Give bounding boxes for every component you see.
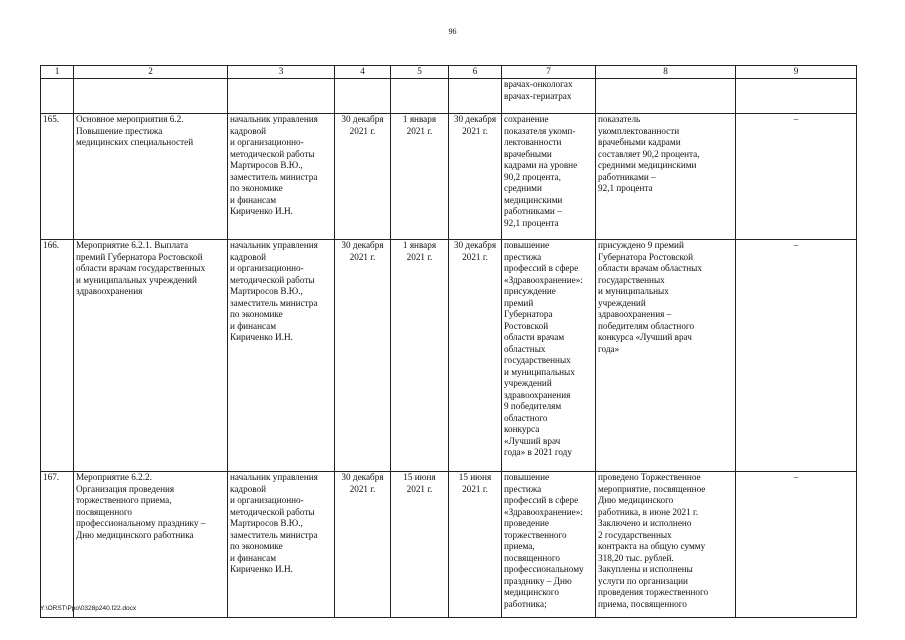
deadline: 30 декабря 2021 г. xyxy=(335,240,391,472)
table-row xyxy=(41,240,857,472)
header-cell: 7 xyxy=(502,66,596,79)
table-row xyxy=(41,114,857,240)
start-date: 15 июня 2021 г. xyxy=(391,472,449,618)
end-date: 30 декабря 2021 г. xyxy=(449,240,502,472)
row-number: 166. xyxy=(41,240,74,472)
expected-result: повышение престижа профессий в сфере «Здравоохранение»: проведение торжественного приема, посвященного профессиональному празднику – Дню медицинского работника; xyxy=(502,472,596,618)
deadline: 30 декабря 2021 г. xyxy=(335,114,391,240)
header-cell: 9 xyxy=(736,66,857,79)
actual-result: присуждено 9 премий Губернатора Ростовской области врачам областных государственных и муниципальных учреждений здравоохранения – победителям областного конкурса «Лучший врач года» xyxy=(596,240,736,472)
note: – xyxy=(736,472,857,618)
responsible: начальник управления кадровой и организационно- методической работы Мартиросов В.Ю., заместитель министра по экономике и финансам Кириченко И.Н. xyxy=(228,240,335,472)
responsible: начальник управления кадровой и организационно- методической работы Мартиросов В.Ю., заместитель министра по экономике и финансам Кириченко И.Н. xyxy=(228,114,335,240)
header-cell: 5 xyxy=(391,66,449,79)
table-row xyxy=(41,472,857,618)
header-cell: 6 xyxy=(449,66,502,79)
responsible: начальник управления кадровой и организационно- методической работы Мартиросов В.Ю., заместитель министра по экономике и финансам Кириченко И.Н. xyxy=(228,472,335,618)
note: – xyxy=(736,114,857,240)
end-date: 30 декабря 2021 г. xyxy=(449,114,502,240)
header-cell: 1 xyxy=(41,66,74,79)
continuation-expected: врачах-онкологах врачах-гериатрах xyxy=(502,79,596,114)
file-path-footer: Y:\ORST\Ppo\0328p240.f22.docx xyxy=(40,605,137,612)
row-number: 167. xyxy=(41,472,74,618)
header-cell: 4 xyxy=(335,66,391,79)
activity-name: Мероприятие 6.2.2. Организация проведения торжественного приема, посвященного профессиональному празднику – Дню медицинского работника xyxy=(74,472,228,618)
page-number: 96 xyxy=(448,27,457,36)
deadline: 30 декабря 2021 г. xyxy=(335,472,391,618)
start-date: 1 января 2021 г. xyxy=(391,240,449,472)
continuation-row xyxy=(41,79,857,114)
note: – xyxy=(736,240,857,472)
activity-name: Мероприятие 6.2.1. Выплата премий Губернатора Ростовской области врачам государственных и муниципальных учреждений здравоохранения xyxy=(74,240,228,472)
start-date: 1 января 2021 г. xyxy=(391,114,449,240)
report-table xyxy=(40,65,857,618)
expected-result: повышение престижа профессий в сфере «Здравоохранение»: присуждение премий Губернатора Ростовской области врачам областных государственных и муниципальных учреждений здравоохранения 9 победителям областного конкурса «Лучший врач года» в 2021 году xyxy=(502,240,596,472)
expected-result: сохранение показателя укомп- лектованности врачебными кадрами на уровне 90,2 процента, средними медицинскими работниками – 92,1 процента xyxy=(502,114,596,240)
actual-result: показатель укомплектованности врачебными кадрами составляет 90,2 процента, средними медицинскими работниками – 92,1 процента xyxy=(596,114,736,240)
actual-result: проведено Торжественное мероприятие, посвященное Дню медицинского работника, в июне 2021 г. Заключено и исполнено 2 государственных контракта на общую сумму 318,20 тыс. рублей. Закуплены и исполнены услуги по организации проведения торжественного приема, посвященного xyxy=(596,472,736,618)
end-date: 15 июня 2021 г. xyxy=(449,472,502,618)
header-cell: 8 xyxy=(596,66,736,79)
activity-name: Основное мероприятия 6.2. Повышение престижа медицинских специальностей xyxy=(74,114,228,240)
row-number: 165. xyxy=(41,114,74,240)
header-cell: 2 xyxy=(74,66,228,79)
header-cell: 3 xyxy=(228,66,335,79)
header-row xyxy=(41,66,857,79)
